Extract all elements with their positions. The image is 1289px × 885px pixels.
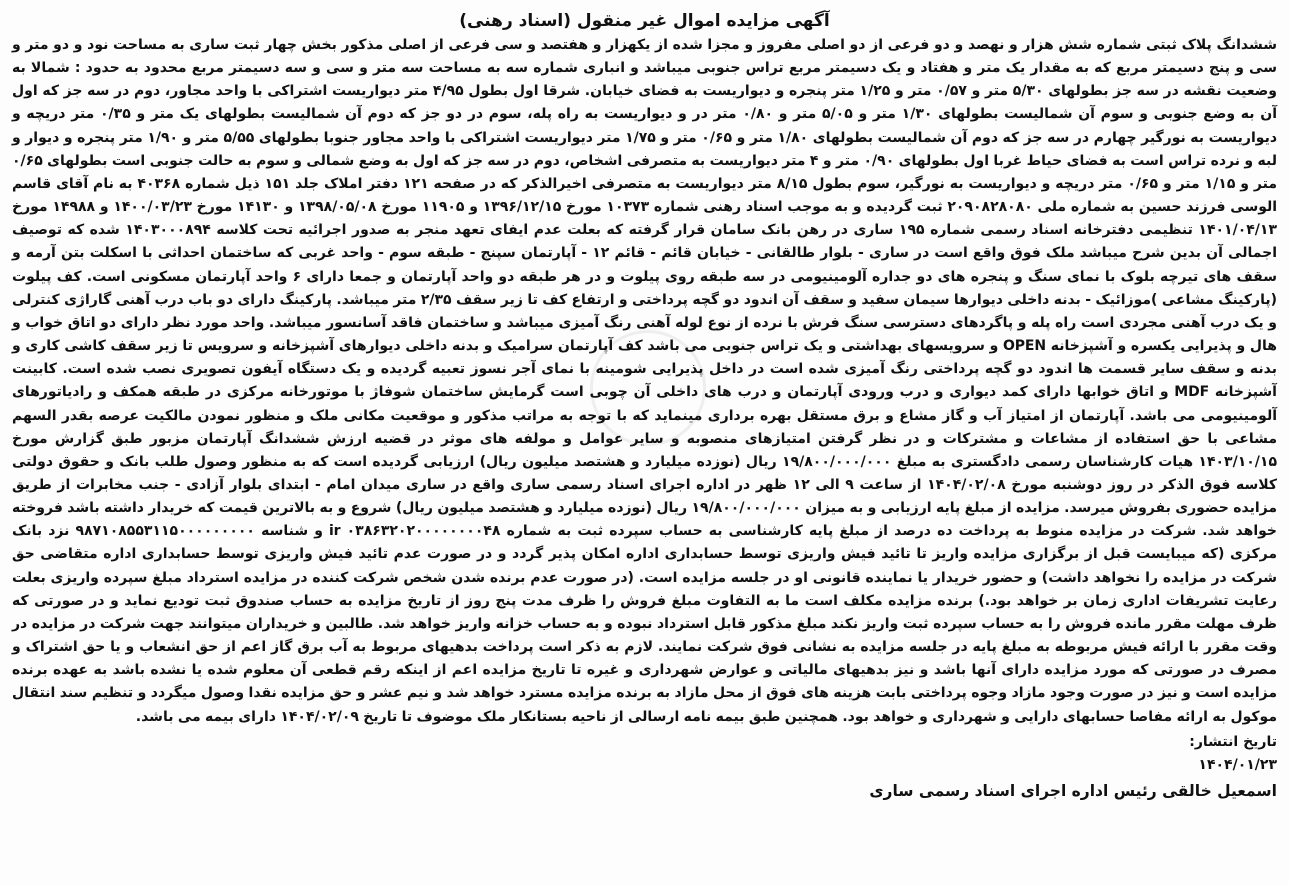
publish-date: ۱۴۰۴/۰۱/۲۳: [1198, 756, 1277, 773]
notice-footer: [12, 731, 1277, 803]
notice-title: آگهی مزایده اموال غیر منقول (اسناد رهنی): [459, 11, 830, 31]
publish-label: تاریخ انتشار:: [1189, 733, 1277, 750]
signature: اسمعیل خالقی رئیس اداره اجرای اسناد رسمی ساری: [869, 781, 1277, 800]
notice-body: ششدانگ پلاک ثبتی شماره شش هزار و نهصد و دو فرعی از دو اصلی مفروز و مجزا شده از یکهزار و هفتصد و سی فرعی از اصلی مذکور بخش چهار ثبت ساری به مساحت نود و دو متر و سی و پنج دسیمتر مربع که به مقدار یک متر و هفتاد و یک دسیمتر مربع تراس جنوبی میباشد و انباری شماره سه به مساحت سه متر و سی و سه دسیمتر مربع محدود به حدود : شمالا به وضعیت نقشه در سه جز بطولهای ۵/۳۰ متر و ۰/۵۷ متر و ۱/۲۵ متر پنجره و دیواریست به فضای خیابان. شرقا اول بطول ۴/۹۵ متر دیواریست اشتراکی با واحد مجاور، دوم در سه جز که اول آن به وضع جنوبی و سوم آن شمالیست بطولهای ۱/۳۰ متر و ۵/۰۵ متر و ۰/۸۰ متر در و دیواریست به راه پله، سوم در دو جز که دوم آن شمالیست بطولهای یک متر و ۰/۳۵ متر دریچه و دیواریست به نورگیر چهارم در سه جز که دوم آن شمالیست بطولهای ۱/۸۰ متر و ۰/۶۵ متر و ۱/۷۵ متر دیواریست اشتراکی با واحد مجاور جنوبا بطولهای ۵/۵۵ متر و ۱/۹۰ متر پنجره و دیوار و لبه و نرده تراس است به فضای حیاط غربا اول بطولهای ۰/۹۰ متر و ۴ متر دیواریست به متصرفی اشخاص، دوم در سه جز که اول به وضع شمالی و سوم به حالت جنوبی است بطولهای ۰/۶۵ متر و ۱/۱۵ متر و ۰/۶۵ متر دریچه و دیواریست به نورگیر، سوم بطول ۸/۱۵ متر دیواریست به متصرفی اخیرالذکر که در صفحه ۱۲۱ دفتر املاک جلد ۱۵۱ ذیل شماره ۴۰۳۶۸ به نام آقای قاسم الوسی فرزند حسین به شماره ملی ۲۰۹۰۸۲۸۰۸۰ ثبت گردیده و به موجب اسناد رهنی شماره ۱۰۳۷۳ مورخ ۱۳۹۶/۱۲/۱۵ و ۱۱۹۰۵ مورخ ۱۳۹۸/۰۵/۰۸ و ۱۴۱۳۰ مورخ ۱۴۰۰/۰۳/۲۳ و ۱۴۹۸۸ مورخ ۱۴۰۱/۰۴/۱۳ تنظیمی دفترخانه اسناد رسمی شماره ۱۹۵ ساری در رهن بانک سامان قرار گرفته که بعلت عدم ایفای تعهد منجر به صدور اجرائیه تحت کلاسه ۱۴۰۳۰۰۰۸۹۴ شده که توصیف اجمالی آن بدین شرح میباشد ملک فوق واقع است در ساری - بلوار طالقانی - خیابان قائم - قائم ۱۲ - آپارتمان سپنج - طبقه سوم - واحد غربی که ساختمان احداثی با اسکلت بتن آرمه و سقف های تیرچه بلوک با نمای سنگ و پنجره های دو جداره آلومینیومی در سه طبقه روی پیلوت و در هر طبقه دو واحد آپارتمان و جمعا دارای ۶ واحد آپارتمان مسکونی است. کف پیلوت (پارکینگ مشاعی )موزائیک - بدنه داخلی دیوارها سیمان سفید و سقف آن اندود دو گچه پرداختی و ارتفاع کف تا زیر سقف ۲/۳۵ متر میباشد. پارکینگ دارای دو باب درب آهنی گاراژی کنترلی و یک درب آهنی مجردی است راه پله و پاگردهای دسترسی سنگ فرش با نرده از نوع لوله آهنی رنگ آمیزی میباشد و ساختمان فاقد آسانسور میباشد. واحد مورد نظر دارای دو اتاق خواب و هال و پذیرایی یکسره و آشپزخانه OPEN و سرویسهای بهداشتی و یک تراس جنوبی می باشد کف آپارتمان سرامیک و بدنه داخلی دیوارهای آشپزخانه و سرویس تا زیر سقف کاشی کاری و بدنه و سقف سایر قسمت ها اندود دو گچه پرداختی رنگ آمیزی شده است در داخل پذیرایی شومینه با نمای آجر نسوز تعبیه گردیده و یک دستگاه آیفون تصویری نصب شده است. کابینت آشپزخانه MDF و اتاق خوابها دارای کمد دیواری و درب ورودی آپارتمان و درب های داخلی آن چوبی است گرمایش ساختمان شوفاژ با موتورخانه مرکزی در طبقه همکف و رادیاتورهای آلومینیومی می باشد. آپارتمان از امتیاز آب و گاز مشاع و برق مستقل بهره برداری مینماید که با توجه به مراتب مذکور و موقعیت مکانی ملک و منظور نمودن مالکیت عرصه بقدر السهم مشاعی با حق استفاده از مشاعات و مشترکات و در نظر گرفتن امتیازهای منصوبه و سایر عوامل و مولفه های موثر در قضیه ارزش ششدانگ آپارتمان مزبور طبق گزارش مورخ ۱۴۰۳/۱۰/۱۵ هیات کارشناسان رسمی دادگستری به مبلغ ۱۹/۸۰۰/۰۰۰/۰۰۰ ریال (نوزده میلیارد و هشتصد میلیون ریال) ارزیابی گردیده است که به منظور وصول طلب بانک و حقوق دولتی کلاسه فوق الذکر در روز دوشنبه مورخ ۱۴۰۴/۰۲/۰۸ از ساعت ۹ الی ۱۲ ظهر در اداره اجرای اسناد رسمی ساری واقع در ساری میدان امام - ابتدای بلوار آزادی - جنب مخابرات از طریق مزایده حضوری بفروش میرسد. مزایده از مبلغ پایه ارزیابی و به میزان ۱۹/۸۰۰/۰۰۰/۰۰۰ ریال (نوزده میلیارد و هشتصد میلیون ریال) شروع و به بالاترین قیمت که خریدار داشته باشد فروخته خواهد شد. شرکت در مزایده منوط به پرداخت ده درصد از مبلغ پایه کارشناسی به حساب سپرده ثبت به شماره ۰۳۸۶۳۲۰۲۰۰۰۰۰۰۰۰۴۸ ir و شناسه ۹۸۷۱۰۸۵۵۳۱۱۵۰۰۰۰۰۰۰۰۰ نزد بانک مرکزی (که میبایست قبل از برگزاری مزایده واریز تا تائید فیش واریزی توسط حسابداری اداره امکان پذیر گردد و در صورت عدم تائید فیش واریزی توسط حسابداری اداره متقاضی حق شرکت در مزایده را نخواهد داشت) و حضور خریدار یا نماینده قانونی او در جلسه مزایده است. (در صورت عدم برنده شدن شخص شرکت کننده در مزایده استرداد مبلغ سپرده واریزی بعلت رعایت تشریفات اداری زمان بر خواهد بود.) برنده مزایده مکلف است ما به التفاوت مبلغ فروش را ظرف مدت پنج روز از تاریخ مزایده به حساب صندوق ثبت تودیع نماید و در صورتی که ظرف مهلت مقرر مانده فروش را به حساب سپرده ثبت واریز نکند مبلغ مذکور قابل استرداد نبوده و به حساب خزانه واریز خواهد شد. طالبین و خریداران میتوانند جهت شرکت در مزایده در وقت مقرر با ارائه فیش مربوطه به مبلغ پایه در جلسه مزایده به نشانی فوق شرکت نمایند. لازم به ذکر است پرداخت بدهیهای مربوط به آب برق گاز اعم از حق انشعاب و یا حق اشتراک و مصرف در صورتی که مورد مزایده دارای آنها باشد و نیز بدهیهای مالیاتی و عوارض شهرداری و غیره تا تاریخ مزایده اعم از اینکه رقم قطعی آن معلوم شده یا نشده باشد به عهده برنده مزایده است و نیز در صورت وجود مازاد وجوه پرداختی بابت هزینه های فوق از محل مازاد به برنده مزایده مسترد خواهد شد و نیم عشر و حق مزایده نقدا وصول میگردد و تنظیم سند انتقال موکول به ارائه مفاصا حسابهای دارایی و شهرداری و خواهد بود. همچنین طبق بیمه نامه ارسالی از ناحیه بستانکار ملک موضوف تا تاریخ ۱۴۰۴/۰۲/۰۹ دارای بیمه می باشد.: [12, 37, 1278, 725]
publish-date-line: [12, 731, 1277, 777]
